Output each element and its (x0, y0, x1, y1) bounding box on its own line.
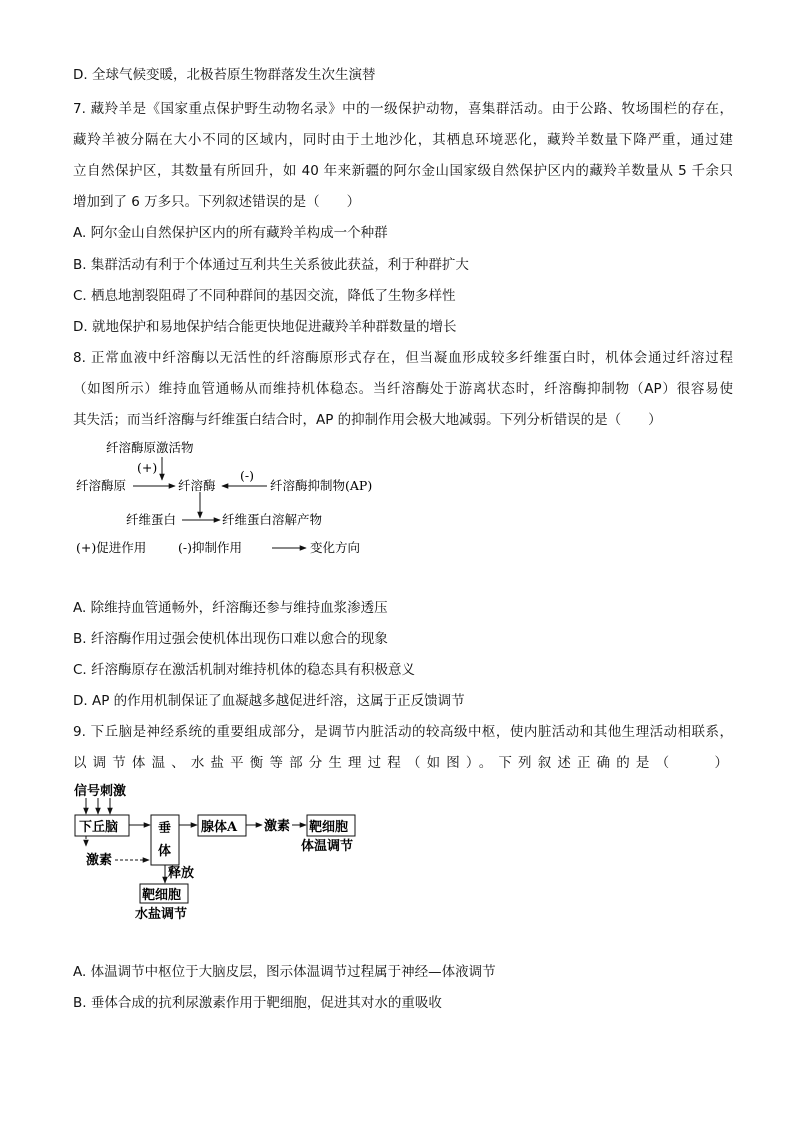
water-salt-label: 水盐调节 (135, 907, 188, 922)
q7-stem-line-1: 7. 藏羚羊是《国家重点保护野生动物名录》中的一级保护动物，喜集群活动。由于公路、牧场围栏的存在， (73, 101, 733, 117)
q7-option-c: C. 栖息地割裂阻碍了不同种群间的基因交流，降低了生物多样性 (73, 288, 456, 304)
plasminogen-label: 纤溶酶原 (76, 478, 127, 493)
q8-option-c: C. 纤溶酶原存在激活机制对维持机体的稳态具有积极意义 (73, 662, 416, 678)
q7-option-d: D. 就地保护和易地保护结合能更快地促进藏羚羊种群数量的增长 (73, 319, 457, 335)
q8-option-d: D. AP 的作用机制保证了血凝越多越促进纤溶，这属于正反馈调节 (73, 693, 465, 709)
legend-direction: 变化方向 (310, 540, 361, 555)
hypothalamus-label: 下丘脑 (79, 820, 119, 835)
q8-option-a: A. 除维持血管通畅外，纤溶酶还参与维持血浆渗透压 (73, 600, 388, 616)
q7-stem-line-4: 增加到了 6 万多只。下列叙述错误的是（ ） (73, 194, 361, 210)
fibrin-product-label: 纤维蛋白溶解产物 (222, 512, 323, 527)
promote-sign: (+) (137, 460, 158, 475)
temp-regulation-label: 体温调节 (301, 839, 354, 854)
q8-stem-line-1: 8. 正常血液中纤溶酶以无活性的纤溶酶原形式存在，但当凝血形成较多纤维蛋白时，机体会通过纤溶过程 (73, 350, 733, 366)
fibrin-label: 纤维蛋白 (126, 512, 177, 527)
q7-stem-line-2: 藏羚羊被分隔在大小不同的区域内，同时由于土地沙化，其栖息环境恶化，藏羚羊数量下降严重，通过建 (73, 132, 733, 148)
q7-option-a: A. 阿尔金山自然保护区内的所有藏羚羊构成一个种群 (73, 225, 388, 241)
q7-option-b: B. 集群活动有利于个体通过互利共生关系彼此获益，利于种群扩大 (73, 257, 469, 273)
hormone-right-label: 激素 (264, 819, 291, 834)
inhibitor-label: 纤溶酶抑制物(AP) (270, 478, 373, 493)
legend-promote: (+)促进作用 (76, 540, 147, 555)
pituitary-label-bottom: 体 (158, 844, 172, 859)
target-right-label: 靶细胞 (309, 820, 349, 835)
hypothalamus-diagram (70, 780, 370, 925)
plasmin-label: 纤溶酶 (178, 478, 216, 493)
q8-option-b: B. 纤溶酶作用过强会使机体出现伤口难以愈合的现象 (73, 631, 388, 647)
pituitary-label-top: 垂 (158, 821, 172, 836)
legend-inhibit: (-)抑制作用 (178, 540, 242, 555)
fibrinolysis-diagram (70, 436, 400, 560)
q9-stem-line-2: 以调节体温、水盐平衡等部分生理过程（如图）。下列叙述正确的是（ ） (73, 755, 733, 771)
signal-label: 信号刺激 (74, 784, 127, 799)
q8-stem-line-2: （如图所示）维持血管通畅从而维持机体稳态。当纤溶酶处于游离状态时，纤溶酶抑制物（AP）很容易使 (73, 381, 733, 397)
inhibit-sign: (-) (240, 468, 254, 483)
hormone-left-label: 激素 (86, 853, 113, 868)
q7-stem-line-3: 立自然保护区，其数量有所回升，如 40 年来新疆的阿尔金山国家级自然保护区内的藏羚羊数量从 5 千余只 (73, 163, 733, 179)
gland-a-label: 腺体A (201, 820, 238, 835)
activator-label: 纤溶酶原激活物 (106, 440, 194, 455)
release-label: 释放 (168, 866, 195, 881)
q9-option-a: A. 体温调节中枢位于大脑皮层，图示体温调节过程属于神经—体液调节 (73, 964, 496, 980)
q8-stem-line-3: 其失活；而当纤溶酶与纤维蛋白结合时，AP 的抑制作用会极大地减弱。下列分析错误的是（ ） (73, 412, 662, 428)
q6-option-d: D. 全球气候变暖，北极苔原生物群落发生次生演替 (73, 67, 376, 83)
q9-option-b: B. 垂体合成的抗利尿激素作用于靶细胞，促进其对水的重吸收 (73, 995, 442, 1011)
q9-stem-line-1: 9. 下丘脑是神经系统的重要组成部分，是调节内脏活动的较高级中枢，使内脏活动和其他生理活动相联系， (73, 724, 733, 740)
target-bottom-label: 靶细胞 (142, 888, 182, 903)
